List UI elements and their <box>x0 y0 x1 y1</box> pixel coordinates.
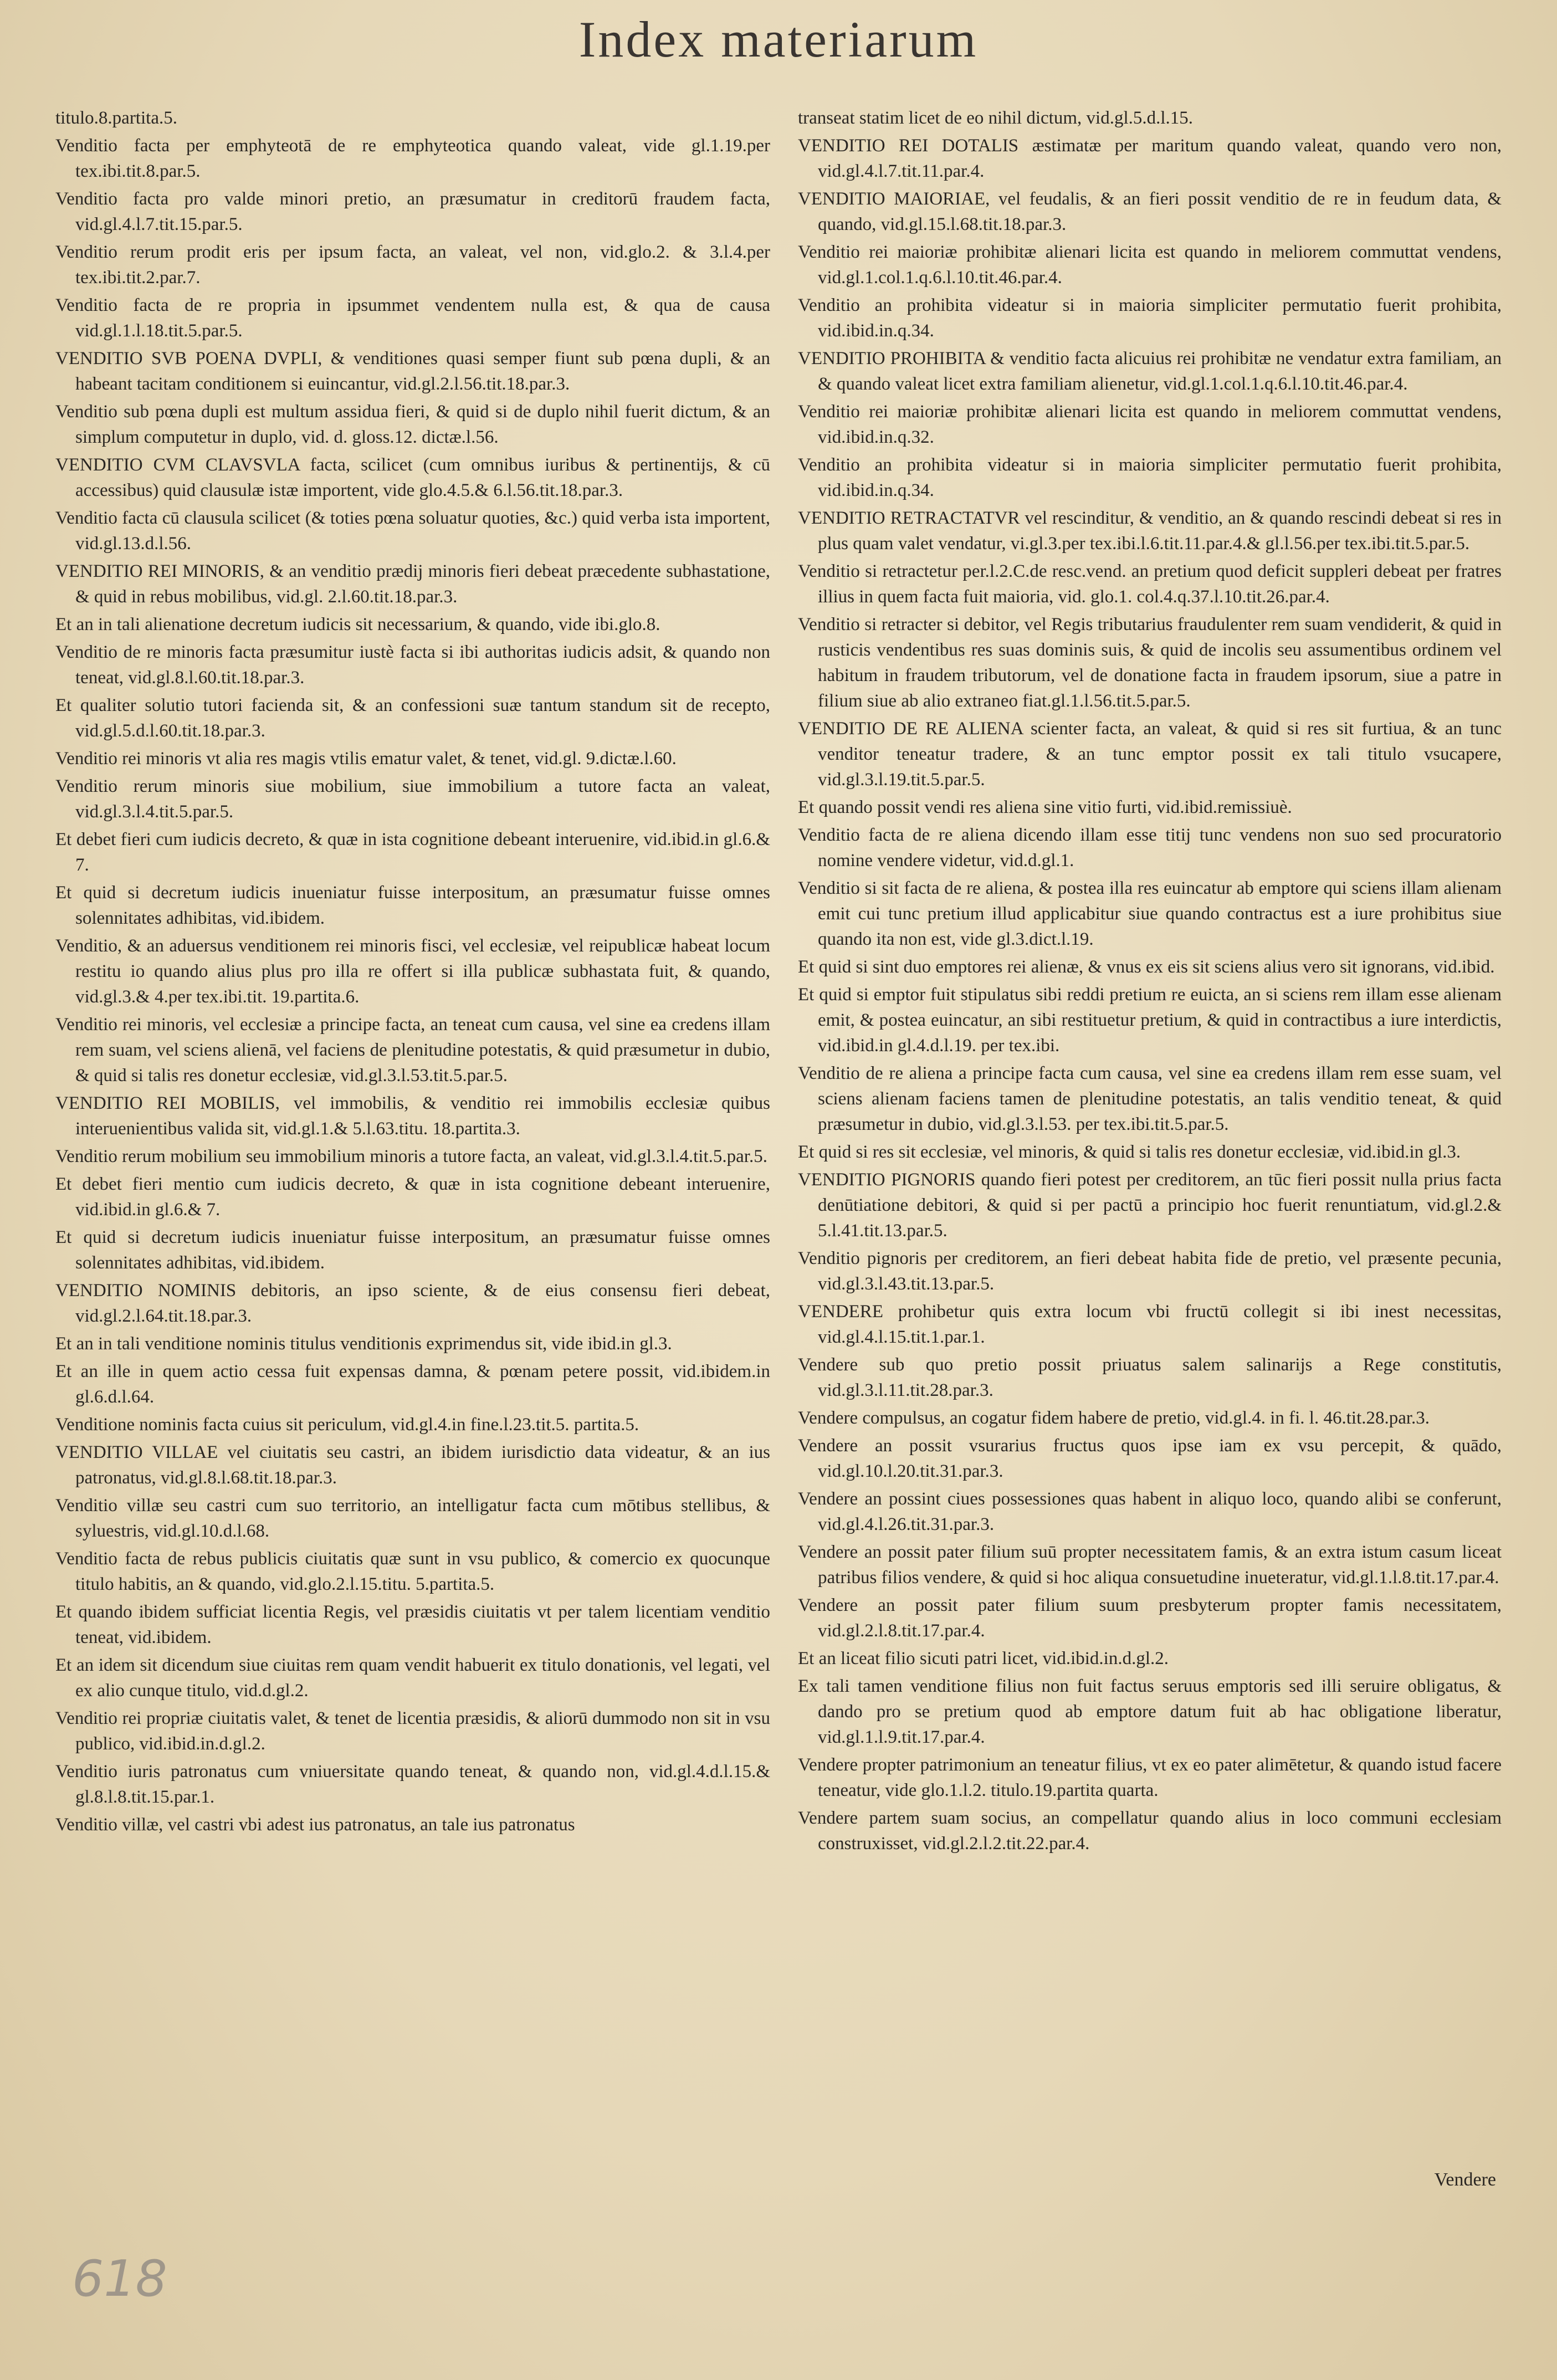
index-entry: VENDITIO NOMINIS debitoris, an ipso sciente, & de eius consensu fieri debeat, vid.gl.2.l.64.tit.18.par.3. <box>55 1281 770 1326</box>
index-entry: Et an in tali venditione nominis titulus venditionis exprimendus sit, vide ibid.in gl.3. <box>55 1334 672 1354</box>
index-entry: Ex tali tamen venditione filius non fuit factus seruus emptoris sed illi seruire obligatus, & dando pro se pretium quod ab emptore datum fuit ab hac obligatione liberatur, vid.gl.1.l.9.tit.17.par.4. <box>798 1676 1502 1747</box>
index-entry: Vendere propter patrimonium an teneatur filius, vt ex eo pater alimētetur, & quando istud facere teneatur, vide glo.1.l.2. titulo.19.partita quarta. <box>798 1755 1502 1800</box>
index-entry: Venditio rerum prodit eris per ipsum facta, an valeat, vel non, vid.glo.2. & 3.l.4.per tex.ibi.tit.2.par.7. <box>55 242 770 288</box>
index-entry: VENDERE prohibetur quis extra locum vbi fructū collegit si ibi inest necessitas, vid.gl.4.l.15.tit.1.par.1. <box>798 1302 1502 1347</box>
index-entry: Venditio villæ, vel castri vbi adest ius patronatus, an tale ius patronatus <box>55 1815 575 1835</box>
index-entry: Venditio si retractetur per.l.2.C.de resc.vend. an pretium quod deficit suppleri debeat per fratres illius in quem facta fuit maioria, vid. glo.1. col.4.q.37.l.10.tit.26.par.4. <box>798 561 1502 607</box>
index-entry: Et qualiter solutio tutori facienda sit, & an confessioni suæ tantum standum sit de recepto, vid.gl.5.d.l.60.tit.18.par.3. <box>55 695 770 741</box>
index-entry: Venditio rerum mobilium seu immobilium minoris a tutore facta, an valeat, vid.gl.3.l.4.tit.5.par.5. <box>55 1147 767 1166</box>
index-entry: Vendere an possit pater filium suū propter necessitatem famis, & an extra istum casum liceat patribus filios vendere, & quid si hoc aliqua consuetudine inueteratur, vid.gl.1.l.8.tit.17.par.4. <box>798 1542 1502 1588</box>
index-entry: Et quid si emptor fuit stipulatus sibi reddi pretium re euicta, an si sciens rem illam esse alienam emit, & postea euincatur, an sibi restituetur pretium, & quid in contractibus a iure interdictis, vid.ibid.in gl.4.d.l.19. per tex.ibi. <box>798 985 1502 1056</box>
index-entry: Venditio sub pœna dupli est multum assidua fieri, & quid si de duplo nihil fuerit dictum, & an simplum computetur in duplo, vid. d. gloss.12. dictæ.l.56. <box>55 402 770 447</box>
index-entry: Et debet fieri cum iudicis decreto, & quæ in ista cognitione debeant interuenire, vid.ibid.in gl.6.& 7. <box>55 830 770 875</box>
index-entry: Venditio rei propriæ ciuitatis valet, & tenet de licentia præsidis, & aliorū dummodo non sit in vsu publico, vid.ibid.in.d.gl.2. <box>55 1708 770 1754</box>
index-entry: Vendere compulsus, an cogatur fidem habere de pretio, vid.gl.4. in fi. l. 46.tit.28.par.3. <box>798 1408 1430 1428</box>
index-entry: Venditio iuris patronatus cum vniuersitate quando teneat, & quando non, vid.gl.4.d.l.15.& gl.8.l.8.tit.15.par.1. <box>55 1762 770 1807</box>
page-title: Index materiarum <box>578 11 979 68</box>
index-entry: Vendere an possit pater filium suum presbyterum propter famis necessitatem, vid.gl.2.l.8.tit.17.par.4. <box>798 1595 1502 1641</box>
index-entry: Venditio rei minoris, vel ecclesiæ a principe facta, an teneat cum causa, vel sine ea credens illam rem suam, vel sciens alienā, vel faciens de plenitudine potestatis, & quid præsumetur in dubio, & quid si talis res donetur ecclesiæ, vid.gl.3.l.53.tit.5.par.5. <box>55 1015 770 1086</box>
index-entry: Venditio si sit facta de re aliena, & postea illa res euincatur ab emptore qui sciens illam alienam emit cui tunc pretium illud applicabitur siue quando contractus est a iure prohibitus siue quando ita non est, vide gl.3.dict.l.19. <box>798 878 1502 949</box>
index-entry: Venditio rerum minoris siue mobilium, siue immobilium a tutore facta an valeat, vid.gl.3.l.4.tit.5.par.5. <box>55 776 770 822</box>
index-entry: Venditio facta de rebus publicis ciuitatis quæ sunt in vsu publico, & comercio ex quocunque titulo habitis, an & quando, vid.glo.2.l.15.titu. 5.partita.5. <box>55 1549 770 1594</box>
left-column <box>55 105 770 2178</box>
index-entry: Vendere an possint ciues possessiones quas habent in aliquo loco, quando alibi se conferunt, vid.gl.4.l.26.tit.31.par.3. <box>798 1489 1502 1534</box>
index-entry: Et an idem sit dicendum siue ciuitas rem quam vendit habuerit ex titulo donationis, vel legati, vel ex alio cunque titulo, vid.d.gl.2. <box>55 1655 770 1701</box>
index-entry: Venditio de re aliena a principe facta cum causa, vel sine ea credens illam rem esse suam, vel sciens alienam faciens tamen de plenitudine potestatis, an talis venditio teneat, & quid præsumetur in dubio, vid.gl.3.l.53. per tex.ibi.tit.5.par.5. <box>798 1063 1502 1134</box>
index-entry: Et quid si decretum iudicis inueniatur fuisse interpositum, an præsumatur fuisse omnes solennitates adhibitas, vid.ibidem. <box>55 883 770 928</box>
index-entry: Venditio rei maioriæ prohibitæ alienari licita est quando in meliorem commuttat vendens, vid.ibid.in.q.32. <box>798 402 1502 447</box>
index-entry: VENDITIO SVB POENA DVPLI, & venditiones quasi semper fiunt sub pœna dupli, & an habeant tacitam conditionem si euincantur, vid.gl.2.l.56.tit.18.par.3. <box>55 349 770 394</box>
index-entry: VENDITIO DE RE ALIENA scienter facta, an valeat, & quid si res sit furtiua, & an tunc venditor teneatur tradere, & an tunc emptor possit ex tali titulo vsucapere, vid.gl.3.l.19.tit.5.par.5. <box>798 719 1502 790</box>
index-entry: Venditio an prohibita videatur si in maioria simpliciter permutatio fuerit prohibita, vid.ibid.in.q.34. <box>798 455 1502 500</box>
index-entry: Venditio an prohibita videatur si in maioria simpliciter permutatio fuerit prohibita, vid.ibid.in.q.34. <box>798 295 1502 341</box>
index-entry: Et quando possit vendi res aliena sine vitio furti, vid.ibid.remissiuè. <box>798 797 1292 817</box>
index-entry: VENDITIO REI MOBILIS, vel immobilis, & venditio rei immobilis ecclesiæ quibus interuenientibus valida sit, vid.gl.1.& 5.l.63.titu. 18.partita.3. <box>55 1093 770 1139</box>
index-entry: VENDITIO RETRACTATVR vel rescinditur, & venditio, an & quando rescindi debeat si res in plus quam valet vendatur, vi.gl.3.per tex.ibi.l.6.tit.11.par.4.& gl.l.56.per tex.ibi.tit.5.par.5. <box>798 508 1502 554</box>
index-entry: Venditio, & an aduersus venditionem rei minoris fisci, vel ecclesiæ, vel reipublicæ habeat locum restitu io quando alius plus pro illa re offert si illa publicæ subhastata fuit, & quando, vid.gl.3.& 4.per tex.ibi.tit. 19.partita.6. <box>55 936 770 1007</box>
index-entry: Venditio facta de re propria in ipsummet vendentem nulla est, & qua de causa vid.gl.1.l.18.tit.5.par.5. <box>55 295 770 341</box>
right-column <box>798 105 1502 2178</box>
index-entry: VENDITIO PIGNORIS quando fieri potest per creditorem, an tūc fieri possit nulla prius facta denūtiatione debitori, & quid si per pactū a principio hoc fuerit renuntiatum, vid.gl.2.& 5.l.41.tit.13.par.5. <box>798 1170 1502 1241</box>
handwritten-folio-number: 618 <box>72 2250 167 2308</box>
index-entry: Vendere sub quo pretio possit priuatus salem salinarijs a Rege constitutis, vid.gl.3.l.11.tit.28.par.3. <box>798 1355 1502 1400</box>
index-entry: Et quid si sint duo emptores rei alienæ, & vnus ex eis sit sciens alius vero sit ignorans, vid.ibid. <box>798 957 1495 977</box>
catchword: Vendere <box>1434 2169 1496 2190</box>
index-entry: VENDITIO VILLAE vel ciuitatis seu castri, an ibidem iurisdictio data videatur, & an ius patronatus, vid.gl.8.l.68.tit.18.par.3. <box>55 1442 770 1488</box>
index-entry: Et an in tali alienatione decretum iudicis sit necessarium, & quando, vide ibi.glo.8. <box>55 615 660 634</box>
index-entry: Et debet fieri mentio cum iudicis decreto, & quæ in ista cognitione debeant interuenire, vid.ibid.in gl.6.& 7. <box>55 1174 770 1220</box>
index-entry: Venditio facta pro valde minori pretio, an præsumatur in creditorū fraudem facta, vid.gl.4.l.7.tit.15.par.5. <box>55 189 770 234</box>
index-entry: Vendere an possit vsurarius fructus quos ipse iam ex vsu percepit, & quādo, vid.gl.10.l.20.tit.31.par.3. <box>798 1436 1502 1481</box>
index-entry: VENDITIO MAIORIAE, vel feudalis, & an fieri possit venditio de re in feudum data, & quando, vid.gl.15.l.68.tit.18.par.3. <box>798 189 1502 234</box>
index-entry: Venditione nominis facta cuius sit periculum, vid.gl.4.in fine.l.23.tit.5. partita.5. <box>55 1415 639 1435</box>
index-entry: VENDITIO REI DOTALIS æstimatæ per maritum quando valeat, quando vero non, vid.gl.4.l.7.tit.11.par.4. <box>798 136 1502 181</box>
index-entry: Et quando ibidem sufficiat licentia Regis, vel præsidis ciuitatis vt per talem licentiam venditio teneat, vid.ibidem. <box>55 1602 770 1647</box>
index-entry: Venditio pignoris per creditorem, an fieri debeat habita fide de pretio, vel præsente pecunia, vid.gl.3.l.43.tit.13.par.5. <box>798 1248 1502 1294</box>
index-entry: Vendere partem suam socius, an compellatur quando alius in loco communi ecclesiam construxisset, vid.gl.2.l.2.tit.22.par.4. <box>798 1808 1502 1854</box>
index-entry: Venditio facta per emphyteotā de re emphyteotica quando valeat, vide gl.1.19.per tex.ibi.tit.8.par.5. <box>55 136 770 181</box>
index-entry: VENDITIO PROHIBITA & venditio facta alicuius rei prohibitæ ne vendatur extra familiam, an & quando valeat licet extra familiam alienetur, vid.gl.1.col.1.q.6.l.10.tit.46.par.4. <box>798 349 1502 394</box>
index-entry: VENDITIO CVM CLAVSVLA facta, scilicet (cum omnibus iuribus & pertinentijs, & cū accessibus) quid clausulæ istæ importent, vide glo.4.5.& 6.l.56.tit.18.par.3. <box>55 455 770 500</box>
index-entry: Venditio facta cū clausula scilicet (& toties pœna soluatur quoties, &c.) quid verba ista importent, vid.gl.13.d.l.56. <box>55 508 770 554</box>
index-entry: transeat statim licet de eo nihil dictum, vid.gl.5.d.l.15. <box>798 108 1194 128</box>
index-entry: Venditio si retracter si debitor, vel Regis tributarius fraudulenter rem suam vendiderit, & quid in rusticis vendentibus res suas dominis suis, & quid de incolis seu assumentibus ordinem vel habitum in fraudem tributorum, vel de donatione facta in fraudem ipsorum, siue a patre in filium siue ab alio extraneo fiat.gl.1.l.56.tit.5.par.5. <box>798 615 1502 711</box>
index-entry: Venditio rei maioriæ prohibitæ alienari licita est quando in meliorem commuttat vendens, vid.gl.1.col.1.q.6.l.10.tit.46.par.4. <box>798 242 1502 288</box>
index-entry: Venditio de re minoris facta præsumitur iustè facta si ibi authoritas iudicis adsit, & quando non teneat, vid.gl.8.l.60.tit.18.par.3. <box>55 642 770 688</box>
index-entry: Et an liceat filio sicuti patri licet, vid.ibid.in.d.gl.2. <box>798 1649 1169 1668</box>
index-entry: Venditio rei minoris vt alia res magis vtilis ematur valet, & tenet, vid.gl. 9.dictæ.l.60. <box>55 749 677 769</box>
index-entry: titulo.8.partita.5. <box>55 108 177 128</box>
index-entry: Et quid si decretum iudicis inueniatur fuisse interpositum, an præsumatur fuisse omnes solennitates adhibitas, vid.ibidem. <box>55 1227 770 1273</box>
index-entry: Venditio villæ seu castri cum suo territorio, an intelligatur facta cum mōtibus stellibus, & syluestris, vid.gl.10.d.l.68. <box>55 1496 770 1541</box>
index-entry: Venditio facta de re aliena dicendo illam esse titij tunc vendens non suo sed procuratorio nomine vendere videtur, vid.d.gl.1. <box>798 825 1502 871</box>
index-entry: Et quid si res sit ecclesiæ, vel minoris, & quid si talis res donetur ecclesiæ, vid.ibid.in gl.3. <box>798 1142 1461 1162</box>
index-entry: VENDITIO REI MINORIS, & an venditio prædij minoris fieri debeat præcedente subhastatione, & quid in rebus mobilibus, vid.gl. 2.l.60.tit.18.par.3. <box>55 561 770 607</box>
index-entry: Et an ille in quem actio cessa fuit expensas damna, & pœnam petere possit, vid.ibidem.in gl.6.d.l.64. <box>55 1362 770 1407</box>
